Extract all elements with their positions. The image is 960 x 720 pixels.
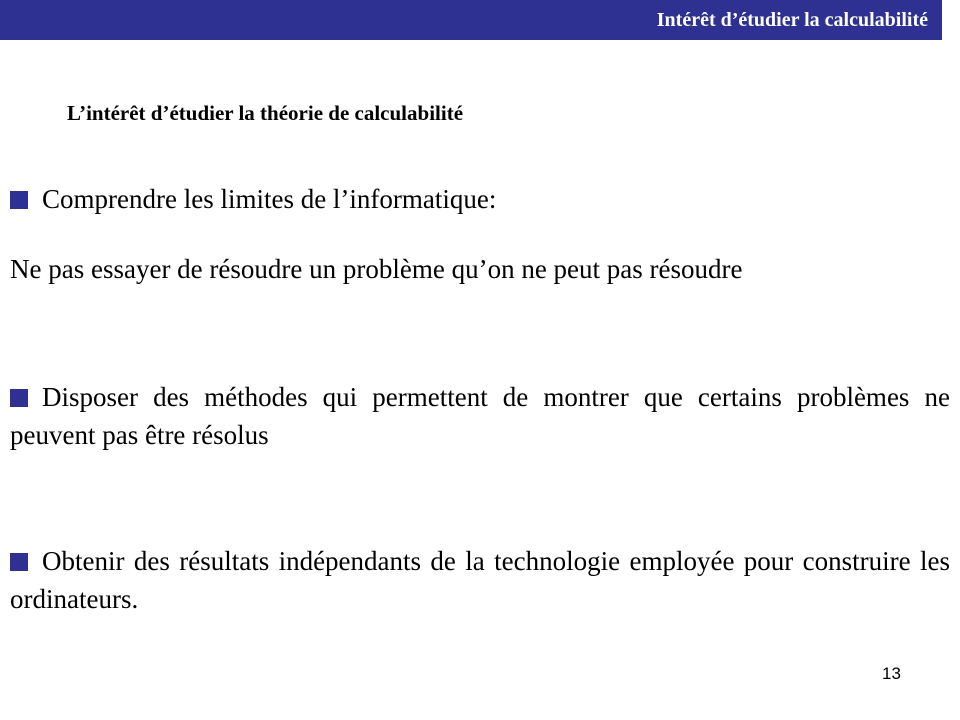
header-bar bbox=[0, 0, 942, 40]
page-number: 13 bbox=[882, 664, 901, 683]
bullet-text-2: Disposer des méthodes qui permettent de montrer que certains problèmes ne peuvent pas être résolus bbox=[10, 382, 950, 450]
square-bullet-icon bbox=[10, 553, 28, 571]
bullet-item-2 bbox=[10, 378, 950, 454]
header-title: Intérêt d’étudier la calculabilité bbox=[656, 9, 928, 31]
bullet-text-1: Comprendre les limites de l’informatique: bbox=[42, 184, 497, 214]
square-bullet-icon bbox=[10, 389, 28, 407]
slide-subtitle: L’intérêt d’étudier la théorie de calculabilité bbox=[67, 101, 464, 125]
square-bullet-icon bbox=[10, 191, 28, 209]
bullet-item-3 bbox=[10, 542, 950, 618]
paragraph: Ne pas essayer de résoudre un problème qu’on ne peut pas résoudre bbox=[10, 254, 743, 284]
bullet-item-1 bbox=[10, 180, 950, 218]
bullet-text-3: Obtenir des résultats indépendants de la technologie employée pour construire les ordinateurs. bbox=[10, 546, 950, 614]
